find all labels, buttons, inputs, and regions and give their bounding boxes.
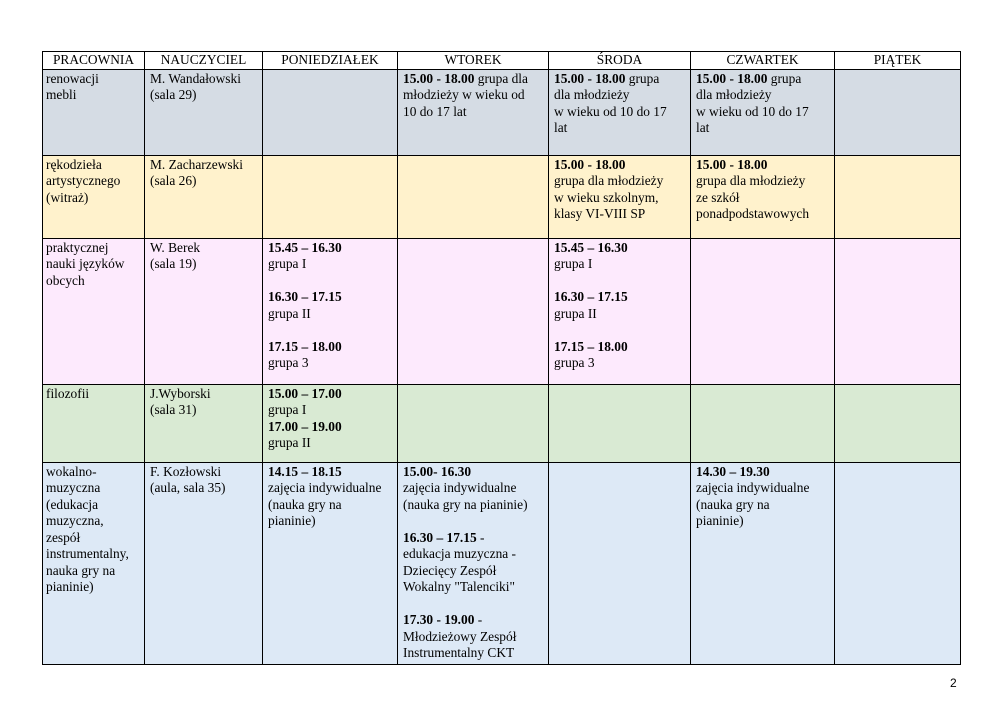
room-line: nauka gry na — [46, 562, 116, 578]
time-range: 15.00 - 18.00 — [696, 70, 768, 86]
header-cell-sroda: ŚRODA — [549, 52, 691, 70]
schedule-cell-fri — [835, 155, 961, 238]
schedule-line — [696, 206, 829, 223]
description-text: zajęcia indywidualne — [696, 480, 810, 495]
teacher-line: M. Wandałowski — [150, 70, 241, 86]
line-gap — [268, 322, 392, 339]
description-text: w wieku szkolnym, — [554, 189, 659, 205]
teacher-cell — [145, 155, 263, 238]
schedule-cell-fri — [835, 69, 961, 155]
room-line: (edukacja — [46, 496, 99, 512]
time-range: 15.45 – 16.30 — [268, 239, 342, 255]
schedule-line — [268, 256, 392, 273]
schedule-cell-thu — [691, 155, 835, 238]
page-number: 2 — [950, 676, 957, 690]
schedule-line — [554, 190, 685, 207]
room-line: wokalno- — [46, 463, 97, 479]
time-range: 15.45 – 16.30 — [554, 239, 628, 255]
description-text: w wieku od 10 do 17 — [696, 103, 809, 119]
description-text: lat — [554, 120, 568, 135]
description-text: grupa dla młodzieży — [554, 173, 664, 188]
room-line: artystycznego — [46, 173, 121, 188]
schedule-cell-wed — [549, 69, 691, 155]
schedule-line — [268, 289, 392, 306]
schedule-line — [268, 435, 392, 452]
teacher-line: M. Zacharzewski — [150, 156, 243, 172]
schedule-line — [554, 339, 685, 356]
description-text: grupa 3 — [268, 355, 309, 370]
description-text: grupa I — [268, 256, 307, 271]
description-text: ponadpodstawowych — [696, 206, 810, 221]
teacher-cell — [145, 238, 263, 384]
time-range: 15.00- 16.30 — [403, 463, 472, 479]
schedule-cell-thu — [691, 462, 835, 664]
schedule-line — [554, 87, 685, 104]
table-row — [43, 155, 961, 238]
schedule-line — [554, 306, 685, 323]
description-text: Dziecięcy Zespół — [403, 562, 497, 578]
teacher-line: (sala 19) — [150, 256, 197, 271]
time-range: 16.30 – 17.15 — [403, 529, 477, 545]
header-cell-piatek: PIĄTEK — [835, 52, 961, 70]
time-range: 17.15 – 18.00 — [554, 338, 628, 354]
description-text: ze szkół — [696, 189, 740, 205]
schedule-line — [403, 497, 543, 514]
schedule-cell-fri — [835, 238, 961, 384]
schedule-line — [403, 645, 543, 662]
room-cell — [43, 155, 145, 238]
teacher-cell — [145, 384, 263, 462]
header-cell-nauczyciel: NAUCZYCIEL — [145, 52, 263, 70]
room-line: mebli — [46, 87, 77, 102]
time-range: 15.00 - 18.00 — [554, 156, 626, 172]
room-line: (witraż) — [46, 189, 89, 205]
schedule-line — [554, 157, 685, 174]
description-text: dla młodzieży — [696, 87, 772, 102]
description-text: Młodzieżowy Zespół — [403, 628, 517, 644]
description-text: pianinie) — [268, 513, 316, 528]
schedule-cell-mon — [263, 69, 398, 155]
room-line: zespół — [46, 529, 81, 545]
time-range: 15.00 - 18.00 — [403, 70, 475, 86]
time-range: 15.00 – 17.00 — [268, 385, 342, 401]
time-range: 15.00 - 18.00 — [696, 156, 768, 172]
schedule-line — [403, 104, 543, 121]
schedule-line — [403, 563, 543, 580]
schedule-line — [554, 256, 685, 273]
description-text: grupa II — [554, 305, 597, 321]
line-gap — [268, 273, 392, 290]
schedule-cell-fri — [835, 384, 961, 462]
schedule-line — [554, 289, 685, 306]
description-text: lat — [696, 120, 710, 135]
schedule-cell-mon — [263, 155, 398, 238]
schedule-cell-tue — [398, 238, 549, 384]
table-row — [43, 238, 961, 384]
schedule-line — [554, 120, 685, 137]
table-row — [43, 462, 961, 664]
time-range: 14.15 – 18.15 — [268, 463, 342, 479]
schedule-line — [554, 206, 685, 223]
room-line: rękodzieła — [46, 156, 102, 172]
schedule-line — [403, 87, 543, 104]
schedule-cell-wed — [549, 462, 691, 664]
schedule-line — [554, 355, 685, 372]
schedule-line — [696, 190, 829, 207]
description-text: zajęcia indywidualne — [268, 480, 382, 495]
schedule-line — [268, 480, 392, 497]
schedule-cell-thu — [691, 69, 835, 155]
room-line: instrumentalny, — [46, 546, 129, 561]
schedule-line — [268, 355, 392, 372]
header-cell-poniedzialek: PONIEDZIAŁEK — [263, 52, 398, 70]
description-text: Wokalny "Talenciki" — [403, 579, 515, 594]
schedule-line — [403, 530, 543, 547]
description-text: pianinie) — [696, 513, 744, 528]
teacher-line: W. Berek — [150, 239, 201, 255]
room-cell — [43, 384, 145, 462]
room-line: obcych — [46, 272, 85, 288]
schedule-cell-thu — [691, 384, 835, 462]
schedule-line — [268, 419, 392, 436]
schedule-line — [403, 629, 543, 646]
time-range: 16.30 – 17.15 — [268, 289, 342, 304]
schedule-line — [696, 157, 829, 174]
line-gap — [403, 513, 543, 530]
teacher-line: (aula, sala 35) — [150, 480, 226, 495]
schedule-cell-mon — [263, 462, 398, 664]
room-line: pianinie) — [46, 579, 94, 594]
time-range: 17.15 – 18.00 — [268, 338, 342, 354]
room-line: nauki języków — [46, 256, 125, 271]
header-cell-wtorek: WTOREK — [398, 52, 549, 70]
schedule-line — [268, 306, 392, 323]
description-text: grupa I — [268, 402, 307, 417]
description-text: zajęcia indywidualne — [403, 480, 517, 495]
schedule-cell-wed — [549, 238, 691, 384]
room-line: renowacji — [46, 70, 99, 86]
description-text: grupa — [625, 70, 660, 86]
schedule-line — [696, 71, 829, 88]
schedule-line — [403, 71, 543, 88]
time-range: 14.30 – 19.30 — [696, 463, 770, 479]
header-cell-pracownia: PRACOWNIA — [43, 52, 145, 70]
schedule-line — [403, 464, 543, 481]
schedule-cell-wed — [549, 384, 691, 462]
description-text: grupa II — [268, 435, 311, 450]
schedule-line — [403, 612, 543, 629]
schedule-cell-mon — [263, 238, 398, 384]
time-range: 17.30 - 19.00 — [403, 612, 475, 627]
teacher-cell — [145, 462, 263, 664]
description-text: edukacja muzyczna - — [403, 546, 517, 561]
room-line: muzyczna, — [46, 513, 104, 528]
schedule-line — [268, 339, 392, 356]
teacher-line: (sala 29) — [150, 87, 197, 102]
description-text: - — [476, 529, 485, 545]
time-range: 16.30 – 17.15 — [554, 289, 628, 304]
schedule-line — [696, 87, 829, 104]
room-line: muzyczna — [46, 480, 101, 495]
room-cell — [43, 69, 145, 155]
description-text: młodzieży w wieku od — [403, 87, 525, 102]
schedule-cell-wed — [549, 155, 691, 238]
schedule-line — [268, 497, 392, 514]
table-row — [43, 69, 961, 155]
header-cell-czwartek: CZWARTEK — [691, 52, 835, 70]
schedule-cell-tue — [398, 384, 549, 462]
description-text: grupa — [767, 70, 802, 86]
description-text: grupa 3 — [554, 355, 595, 370]
line-gap — [554, 322, 685, 339]
line-gap — [554, 273, 685, 290]
schedule-line — [696, 513, 829, 530]
schedule-line — [696, 464, 829, 481]
description-text: dla młodzieży — [554, 87, 630, 102]
room-line: praktycznej — [46, 239, 109, 255]
schedule-line — [403, 579, 543, 596]
header-row — [43, 52, 961, 70]
description-text: grupa I — [554, 256, 593, 271]
teacher-line: J.Wyborski — [150, 385, 211, 401]
room-cell — [43, 462, 145, 664]
description-text: klasy VI-VIII SP — [554, 206, 646, 221]
teacher-line: F. Kozłowski — [150, 463, 222, 479]
schedule-cell-thu — [691, 238, 835, 384]
schedule-line — [696, 120, 829, 137]
schedule-table — [42, 51, 961, 665]
description-text: (nauka gry na pianinie) — [403, 496, 528, 512]
description-text: Instrumentalny CKT — [403, 645, 515, 660]
schedule-line — [554, 104, 685, 121]
schedule-line — [554, 71, 685, 88]
schedule-cell-fri — [835, 462, 961, 664]
teacher-cell — [145, 69, 263, 155]
schedule-line — [268, 240, 392, 257]
description-text: grupa dla młodzieży — [696, 173, 806, 188]
description-text: grupa II — [268, 305, 311, 321]
table-row — [43, 384, 961, 462]
description-text: grupa dla — [474, 70, 528, 86]
schedule-line — [696, 480, 829, 497]
description-text: (nauka gry na — [696, 496, 770, 512]
room-line: filozofii — [46, 385, 90, 401]
schedule-cell-mon — [263, 384, 398, 462]
schedule-line — [696, 497, 829, 514]
schedule-line — [554, 173, 685, 190]
teacher-line: (sala 31) — [150, 402, 197, 417]
time-range: 17.00 – 19.00 — [268, 418, 342, 434]
schedule-line — [554, 240, 685, 257]
room-cell — [43, 238, 145, 384]
line-gap — [403, 596, 543, 613]
schedule-line — [268, 464, 392, 481]
description-text: - — [474, 612, 483, 627]
schedule-line — [696, 173, 829, 190]
schedule-line — [268, 402, 392, 419]
schedule-line — [696, 104, 829, 121]
schedule-cell-tue — [398, 462, 549, 664]
time-range: 15.00 - 18.00 — [554, 70, 626, 86]
schedule-cell-tue — [398, 69, 549, 155]
schedule-line — [403, 480, 543, 497]
teacher-line: (sala 26) — [150, 173, 197, 188]
schedule-line — [268, 513, 392, 530]
description-text: w wieku od 10 do 17 — [554, 103, 667, 119]
description-text: 10 do 17 lat — [403, 103, 467, 119]
description-text: (nauka gry na — [268, 496, 342, 512]
schedule-cell-tue — [398, 155, 549, 238]
schedule-line — [403, 546, 543, 563]
schedule-line — [268, 386, 392, 403]
